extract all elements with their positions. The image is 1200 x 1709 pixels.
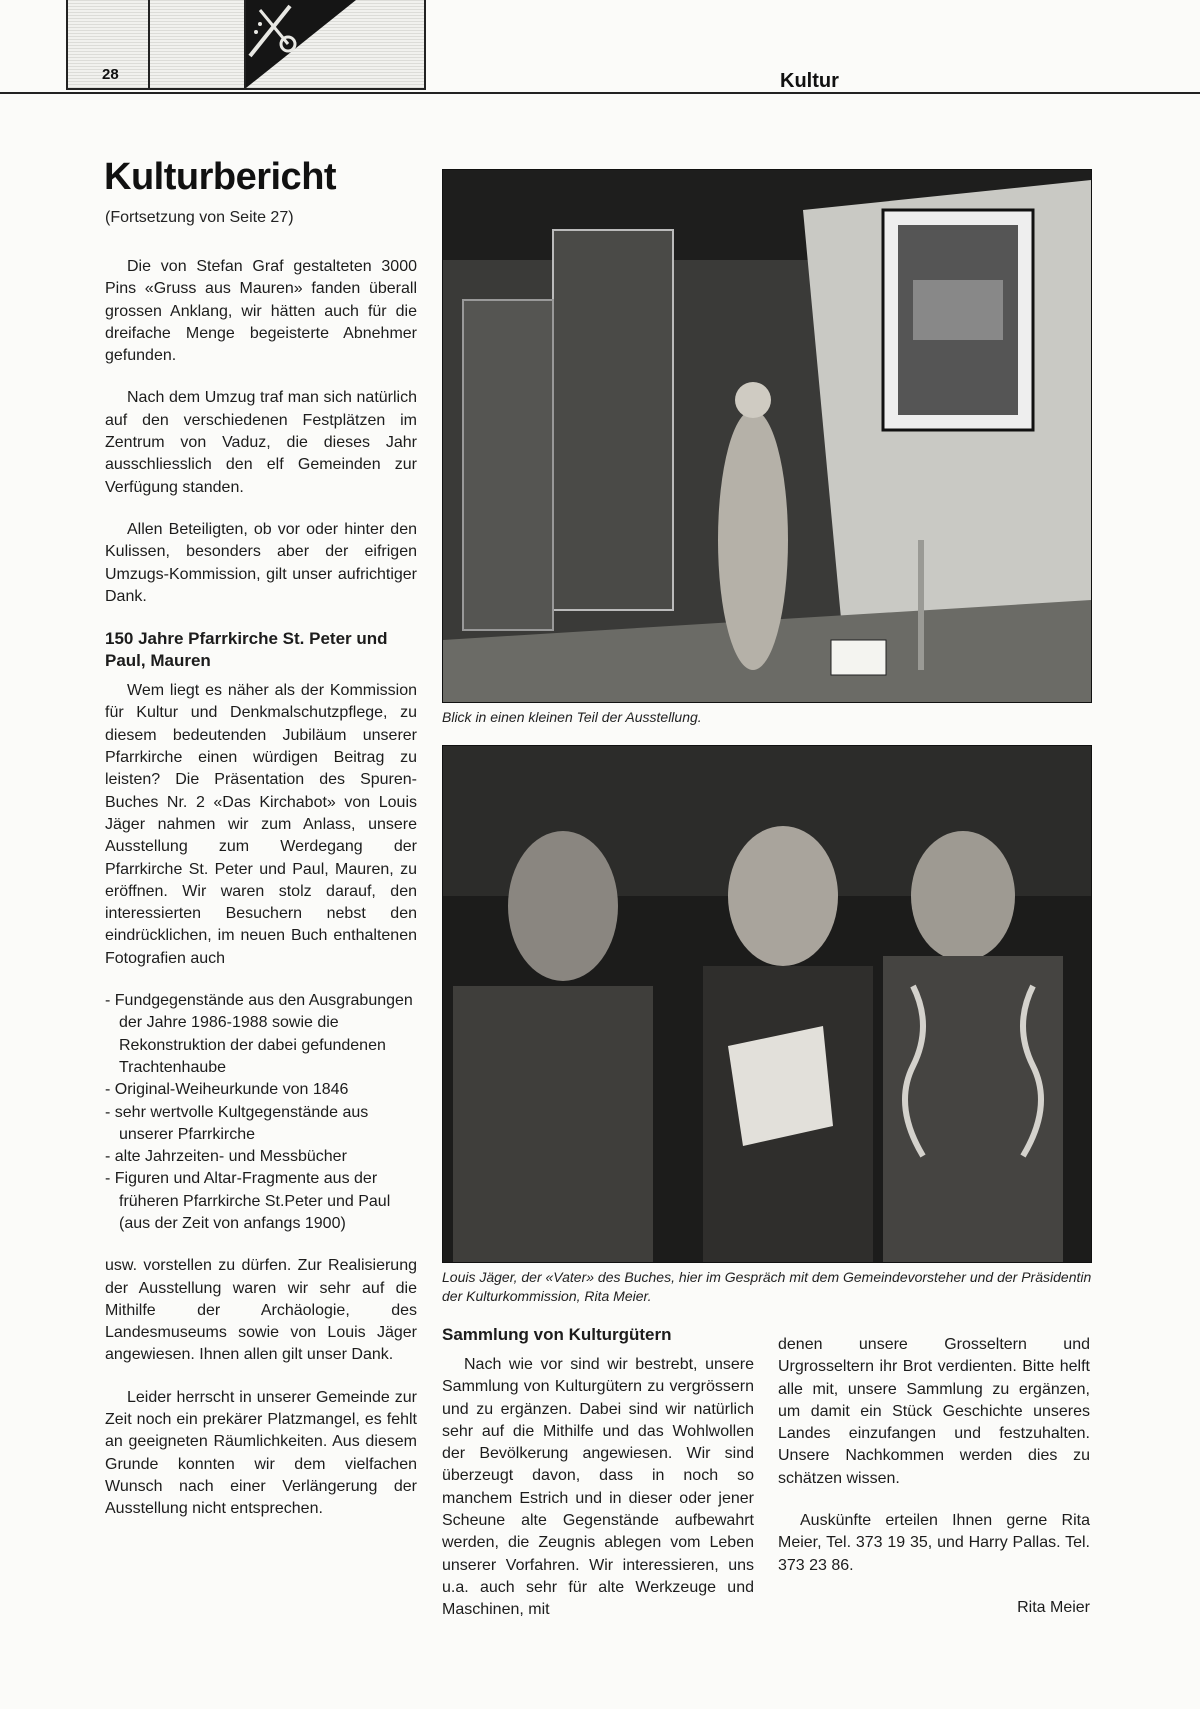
exhibit-list	[105, 990, 417, 1235]
list-item: - sehr wertvolle Kultgegenstände aus unserer Pfarrkirche	[105, 1102, 417, 1147]
list-item: - Original-Weiheurkunde von 1846	[105, 1079, 417, 1101]
paragraph: Auskünfte erteilen Ihnen gerne Rita Meier, Tel. 373 19 35, und Harry Pallas. Tel. 373 23 86.	[778, 1512, 1090, 1574]
paragraph: Wem liegt es näher als der Kommission für Kultur und Denkmalschutzpflege, zu diesem bedeutenden Jubiläum unserer Pfarrkirche einen würdigen Beitrag zu leisten? Die Präsentation des Spuren-Buches Nr. 2 «Das Kirchabot» von Louis Jäger nahmen wir zum Anlass, unsere Ausstellung zum Werdegang der Pfarrkirche St. Peter und Paul, Mauren, zu eröffnen. Wir waren stolz darauf, den interessierten Besuchern nebst den eindrücklichen, im neuen Buch enthaltenen Fotografien auch	[105, 682, 417, 967]
list-item: - Fundgegenstände aus den Ausgrabungen der Jahre 1986-1988 sowie die Rekonstruktion der dabei gefundenen Trachtenhaube	[105, 990, 417, 1079]
paragraph: Allen Beteiligten, ob vor oder hinter den Kulissen, besonders aber der eifrigen Umzugs-Kommission, gilt unser aufrichtiger Dank.	[105, 520, 417, 605]
section-title: Kultur	[780, 70, 839, 92]
signature: Rita Meier	[1017, 1598, 1090, 1616]
column-middle	[442, 1324, 754, 1642]
column-right	[778, 1334, 1090, 1619]
page-number: 28	[102, 66, 119, 83]
paragraph: Die von Stefan Graf gestalteten 3000 Pins «Gruss aus Mauren» fanden überall grossen Anklang, wir hätten auch für die dreifache Menge begeisterte Abnehmer gefunden.	[105, 258, 417, 365]
list-item: - Figuren und Altar-Fragmente aus der früheren Pfarrkirche St.Peter und Paul (aus der Zeit von anfangs 1900)	[105, 1168, 417, 1235]
exhibition-photo	[442, 169, 1092, 703]
article-title: Kulturbericht	[104, 156, 337, 198]
people-photo	[442, 745, 1092, 1263]
paragraph: Leider herrscht in unserer Gemeinde zur Zeit noch ein prekärer Platzmangel, es fehlt an geeigneten Räumlichkeiten. Aus diesem Grunde konnten wir dem vielfachen Wunsch nach einer Verlängerung der Ausstellung nicht entsprechen.	[105, 1388, 417, 1518]
list-item: - alte Jahrzeiten- und Messbücher	[105, 1146, 417, 1168]
exhibition-photo-caption: Blick in einen kleinen Teil der Ausstellung.	[442, 709, 702, 725]
column-left	[105, 256, 417, 1541]
people-photo-image	[443, 746, 1091, 1262]
paragraph: usw. vorstellen zu dürfen. Zur Realisierung der Ausstellung waren wir sehr auf die Mithilfe der Archäologie, des Landesmuseums sowie von Louis Jäger angewiesen. Ihnen allen gilt unser Dank.	[105, 1257, 417, 1364]
emblem-icon	[246, 0, 422, 90]
subheading: 150 Jahre Pfarrkirche St. Peter und Paul, Mauren	[105, 629, 388, 671]
paragraph: Nach wie vor sind wir bestrebt, unsere Sammlung von Kulturgütern zu vergrössern und zu ergänzen. Dabei sind wir natürlich sehr auf die Mithilfe und das Wohlwollen der Bevölkerung angewiesen. Wir sind überzeugt davon, dass in noch so manchem Estrich und in dieser oder jener Scheune alte Gegenstände aufbewahrt werden, die Zeugnis ablegen vom Leben unserer Vorfahren. Wir interessieren, uns u.a. auch sehr für alte Werkzeuge und Maschinen, mit	[442, 1356, 754, 1619]
exhibition-photo-image	[443, 170, 1091, 702]
header-tab-blank	[148, 0, 248, 90]
people-photo-caption: Louis Jäger, der «Vater» des Buches, hier im Gespräch mit dem Gemeindevorsteher und der Präsidentin der Kulturkommission, Rita Meier.	[442, 1269, 1092, 1304]
paragraph: Nach dem Umzug traf man sich natürlich auf den verschiedenen Festplätzen im Zentrum von Vaduz, die dieses Jahr ausschliesslich den elf Gemeinden zur Verfügung standen.	[105, 389, 417, 496]
subheading: Sammlung von Kulturgütern	[442, 1325, 672, 1344]
paragraph: denen unsere Grosseltern und Urgrosseltern ihr Brot verdienten. Bitte helft alle mit, unsere Sammlung zu ergänzen, um damit ein Stück Geschichte unseres Landes einzufangen und festzuhalten. Unsere Nachkommen werden dies zu schätzen wissen.	[778, 1336, 1090, 1487]
continuation-note: (Fortsetzung von Seite 27)	[105, 209, 294, 226]
page-header	[0, 0, 1200, 94]
